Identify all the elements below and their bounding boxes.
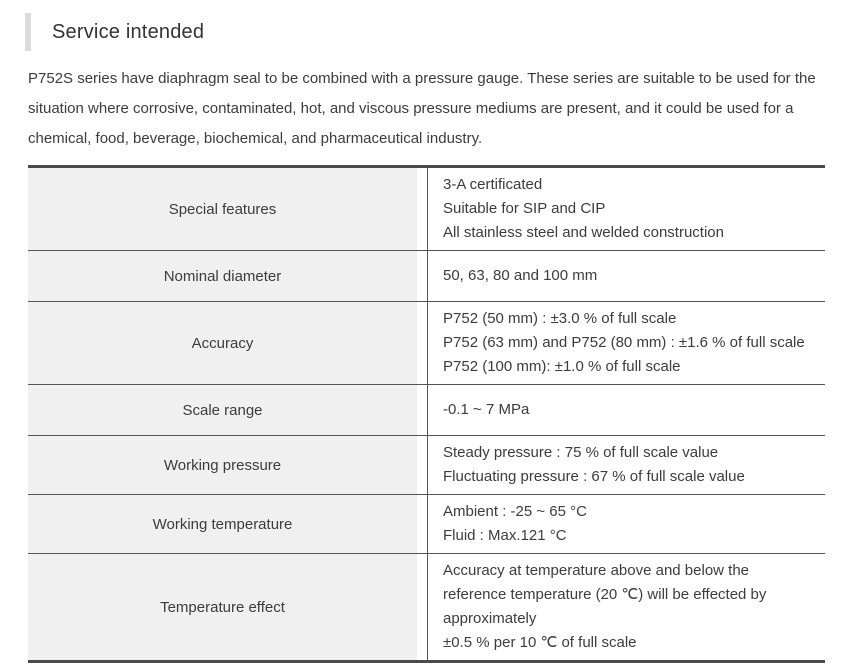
column-gap [417,251,427,301]
page-title: Service intended [52,20,205,43]
spec-label: Special features [28,168,417,250]
spec-value-line: All stainless steel and welded construction [443,224,724,241]
spec-label: Working pressure [28,436,417,494]
spec-values [428,436,825,494]
spec-table-row [28,251,825,302]
spec-values [428,495,825,553]
spec-values [428,251,825,301]
spec-value-line: Accuracy at temperature above and below the [443,562,750,579]
column-gap [417,302,427,384]
intro-paragraph: P752S series have diaphragm seal to be combined with a pressure gauge. These series are suitable to be used for the situation where corrosive, contaminated, hot, and viscous pressure mediums are present, and it could be used for a chemical, food, beverage, biochemical, and pharmaceutical industry. [28,70,816,147]
spec-label: Working temperature [28,495,417,553]
spec-table [28,165,825,663]
spec-value-line: P752 (63 mm) and P752 (80 mm) : ±1.6 % of full scale [443,334,805,351]
spec-value-line: Fluctuating pressure : 67 % of full scale value [443,468,745,485]
spec-table-row [28,495,825,554]
column-gap [417,436,427,494]
spec-value-line: approximately [443,610,537,627]
spec-label: Accuracy [28,302,417,384]
spec-table-row [28,554,825,660]
spec-table-row [28,436,825,495]
spec-value-line: 3-A certificated [443,176,543,193]
spec-values [428,168,825,250]
column-gap [417,554,427,660]
spec-value-line: ±0.5 % per 10 ℃ of full scale [443,634,637,651]
spec-values [428,554,825,660]
spec-value-line: P752 (50 mm) : ±3.0 % of full scale [443,310,677,327]
spec-values [428,385,825,435]
column-gap [417,385,427,435]
spec-label: Scale range [28,385,417,435]
section-heading [0,0,859,52]
spec-value-line: Ambient : -25 ~ 65 °C [443,503,587,520]
spec-value-line: 50, 63, 80 and 100 mm [443,267,598,284]
column-gap [417,495,427,553]
spec-value-line: Fluid : Max.121 °C [443,527,567,544]
spec-value-line: reference temperature (20 ℃) will be effected by [443,586,767,603]
spec-value-line: Steady pressure : 75 % of full scale value [443,444,719,461]
spec-label: Nominal diameter [28,251,417,301]
heading-accent-bar [25,13,31,51]
spec-value-line: -0.1 ~ 7 MPa [443,401,530,418]
spec-value-line: P752 (100 mm): ±1.0 % of full scale [443,358,681,375]
spec-table-row [28,385,825,436]
spec-label: Temperature effect [28,554,417,660]
column-gap [417,168,427,250]
spec-table-row [28,168,825,251]
spec-value-line: Suitable for SIP and CIP [443,200,606,217]
spec-table-row [28,302,825,385]
spec-values [428,302,825,384]
